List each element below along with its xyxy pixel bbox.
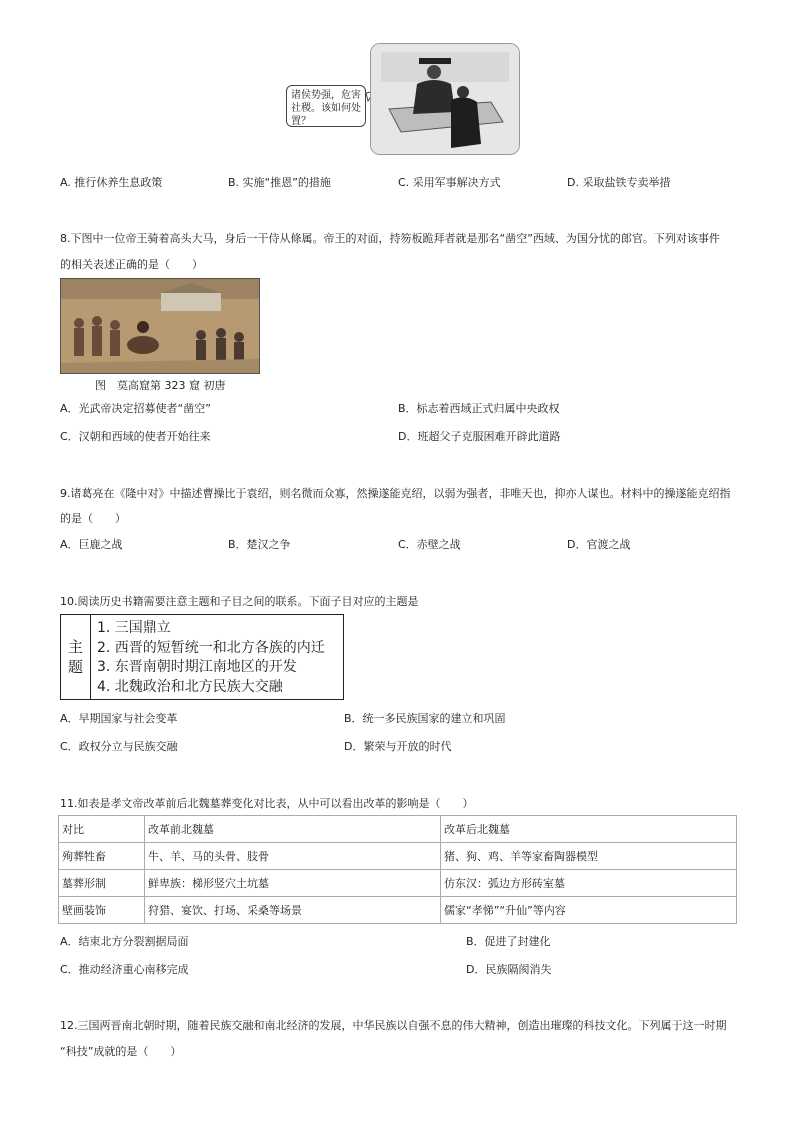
table-header-row [59, 816, 737, 843]
q8-option-a[interactable]: A．光武帝决定招募使者“凿空” [60, 402, 211, 415]
q9-stem-line1: 9.诸葛亮在《隆中对》中描述曹操比于袁绍，则名微而众寡，然操遂能克绍，以弱为强者，非唯天也，抑亦人谋也。材料中的操遂能克绍指 [60, 487, 731, 500]
topic-item: 4. 北魏政治和北方民族大交融 [97, 678, 283, 695]
q8-option-c[interactable]: C．汉朝和西域的使者开始往来 [60, 430, 211, 443]
table-row [59, 897, 737, 924]
q9-option-a[interactable]: A．巨鹿之战 [60, 538, 123, 551]
table-cell: 壁画装饰 [59, 897, 145, 924]
throne-scene-drawing [371, 44, 519, 154]
table-cell: 猪、狗、鸡、羊等家畜陶器模型 [441, 843, 737, 870]
q12-stem-line2: “科技”成就的是（ ） [60, 1045, 182, 1058]
q10-option-a[interactable]: A．早期国家与社会变革 [60, 712, 178, 725]
table-cell: 儒家“孝悌”“升仙”等内容 [441, 897, 737, 924]
burial-comparison-table [58, 815, 737, 924]
table-cell: 仿东汉：弧边方形砖室墓 [441, 870, 737, 897]
mural-caption: 图 莫高窟第 323 窟 初唐 [95, 379, 226, 392]
table-cell: 墓葬形制 [59, 870, 145, 897]
q9-stem-line2: 的是（ ） [60, 512, 126, 525]
q10-option-d[interactable]: D．繁荣与开放的时代 [344, 740, 452, 753]
q8-stem-line2: 的相关表述正确的是（ ） [60, 258, 203, 271]
q10-option-c[interactable]: C．政权分立与民族交融 [60, 740, 178, 753]
topic-item: 3. 东晋南朝时期江南地区的开发 [97, 659, 297, 675]
mural-drawing [61, 279, 259, 373]
table-cell: 鲜卑族：梯形竖穴土坑墓 [145, 870, 441, 897]
table-row [59, 843, 737, 870]
emperor-illustration [286, 43, 518, 155]
q9-option-c[interactable]: C．赤壁之战 [398, 538, 461, 551]
q7-option-a[interactable]: A. 推行休养生息政策 [60, 176, 163, 189]
q8-option-d[interactable]: D．班超父子克服困难开辟此道路 [398, 430, 561, 443]
table-cell: 牛、羊、马的头骨、肢骨 [145, 843, 441, 870]
topic-item: 1. 三国鼎立 [97, 620, 171, 636]
topic-item: 2. 西晋的短暂统一和北方各族的内迁 [97, 639, 325, 656]
topic-box [60, 614, 344, 700]
topic-box-head: 主题 [61, 615, 91, 699]
q11-option-d[interactable]: D．民族隔阂消失 [466, 963, 552, 976]
q9-option-b[interactable]: B．楚汉之争 [228, 538, 291, 551]
q8-option-b[interactable]: B．标志着西域正式归属中央政权 [398, 402, 560, 415]
table-row [59, 870, 737, 897]
q7-option-b[interactable]: B. 实施“推恩”的措施 [228, 176, 331, 189]
table-header-cell: 改革前北魏墓 [145, 816, 441, 843]
q11-option-c[interactable]: C．推动经济重心南移完成 [60, 963, 189, 976]
table-header-cell: 对比 [59, 816, 145, 843]
q7-option-c[interactable]: C. 采用军事解决方式 [398, 176, 501, 189]
q9-option-d[interactable]: D．官渡之战 [567, 538, 631, 551]
q11-option-a[interactable]: A．结束北方分裂割据局面 [60, 935, 189, 948]
q10-option-b[interactable]: B．统一多民族国家的建立和巩固 [344, 712, 506, 725]
speech-bubble [286, 85, 366, 127]
q11-stem: 11.如表是孝文帝改革前后北魏墓葬变化对比表，从中可以看出改革的影响是（ ） [60, 797, 474, 810]
throne-scene [370, 43, 520, 155]
table-cell: 狩猎、宴饮、打场、采桑等场景 [145, 897, 441, 924]
speech-bubble-text: 诸侯势强，危害社稷。该如何处置？ [291, 90, 361, 127]
table-cell: 殉葬牲畜 [59, 843, 145, 870]
mogao-mural-image [60, 278, 260, 374]
table-header-cell: 改革后北魏墓 [441, 816, 737, 843]
topic-box-items [97, 619, 325, 697]
q11-option-b[interactable]: B．促进了封建化 [466, 935, 551, 948]
q7-option-d[interactable]: D. 采取盐铁专卖举措 [567, 176, 671, 189]
q10-stem: 10.阅读历史书籍需要注意主题和子目之间的联系。下面子目对应的主题是 [60, 595, 419, 608]
q12-stem-line1: 12.三国两晋南北朝时期，随着民族交融和南北经济的发展，中华民族以自强不息的伟大精神，创造出璀璨的科技文化。下列属于这一时期 [60, 1019, 727, 1032]
q8-stem-line1: 8.下图中一位帝王骑着高头大马，身后一干侍从條属。帝王的对面，持笏板跪拜者就是那名“凿空”西域、为国分忧的郎官。下列对该事件 [60, 232, 720, 245]
